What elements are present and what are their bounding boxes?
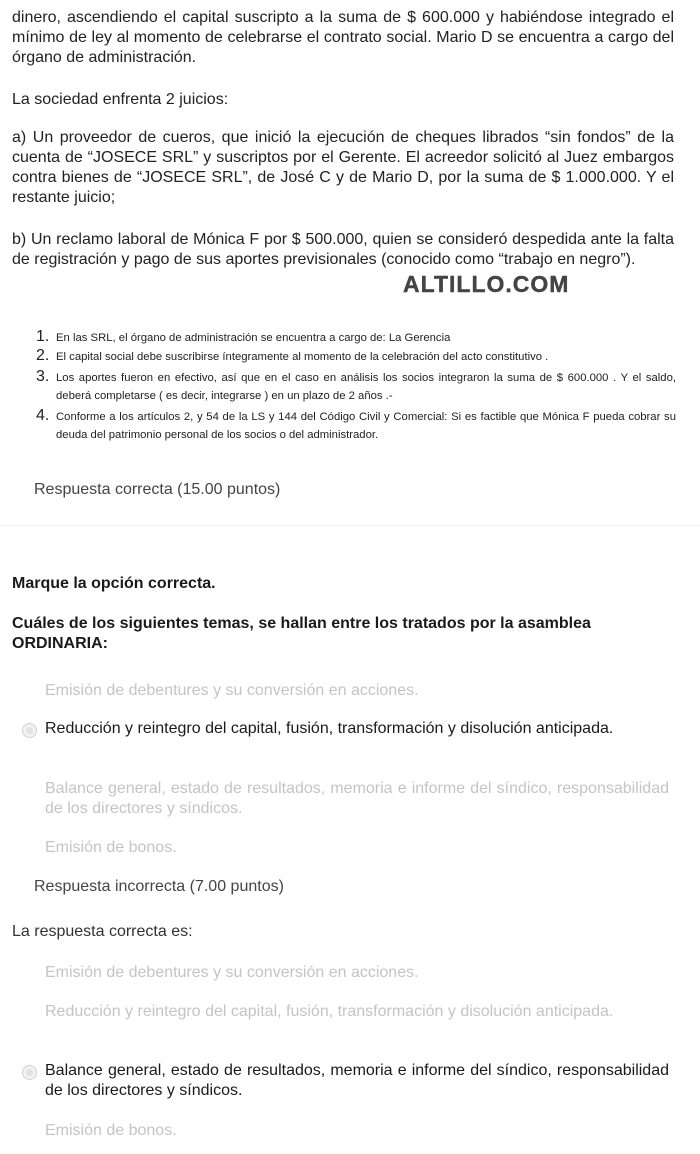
option-debentures[interactable]: Emisión de debentures y su conversión en acciones. bbox=[45, 682, 419, 699]
correct-answer-label: La respuesta correcta es: bbox=[12, 923, 193, 940]
case-paragraph-trial-a: a) Un proveedor de cueros, que inició la ejecución de cheques librados “sin fondos” de la cuenta de “JOSECE SRL” y suscriptos por el Gerente. El acreedor solicitó al Juez embargos contra bienes de “JOSECE SRL”, de José C y de Mario D, por la suma de $ 1.000.000. Y el restante juicio; bbox=[12, 129, 674, 206]
option-reduccion-selected[interactable]: Reducción y reintegro del capital, fusión, transformación y disolución anticipada. bbox=[45, 720, 614, 737]
list-item-text: En las SRL, el órgano de administración se encuentra a cargo de: La Gerencia bbox=[56, 332, 451, 344]
section-divider bbox=[0, 525, 700, 526]
radio-correct-icon bbox=[22, 1065, 37, 1080]
list-item-text: Los aportes fueron en efectivo, así que en el caso en análisis los socios integraron la suma de $ 600.000 . Y el saldo, deberá completarse ( es decir, integrarse ) en un plazo de 2 años .- bbox=[56, 372, 676, 402]
case-paragraph-capital: dinero, ascendiendo el capital suscripto a la suma de $ 600.000 y habiéndose integrado el mínimo de ley al momento de celebrarse el contrato social. Mario D se encuentra a cargo del órgano de administración. bbox=[12, 9, 674, 66]
list-item bbox=[36, 329, 676, 348]
question-instruction: Marque la opción correcta. bbox=[12, 575, 216, 592]
feedback-incorrect: Respuesta incorrecta (7.00 puntos) bbox=[34, 878, 284, 895]
list-item-number: 1. bbox=[36, 328, 50, 345]
case-paragraph-trial-b: b) Un reclamo laboral de Mónica F por $ 500.000, quien se consideró despedida ante la falta de registración y pago de sus aportes previsionales (conocido como “trabajo en negro”). bbox=[12, 231, 674, 268]
correct-option-reduccion: Reducción y reintegro del capital, fusión, transformación y disolución anticipada. bbox=[45, 1003, 614, 1020]
correct-option-balance: Balance general, estado de resultados, memoria e informe del síndico, responsabilidad de los directores y síndicos. bbox=[45, 1062, 669, 1099]
list-item bbox=[36, 408, 676, 444]
case-paragraph-trials-intro: La sociedad enfrenta 2 juicios: bbox=[12, 91, 229, 108]
option-balance[interactable]: Balance general, estado de resultados, memoria e informe del síndico, responsabilidad de los directores y síndicos. bbox=[45, 780, 669, 817]
question-prompt: Cuáles de los siguientes temas, se hallan entre los tratados por la asamblea ORDINARIA: bbox=[12, 615, 591, 652]
list-item bbox=[36, 348, 676, 369]
feedback-correct: Respuesta correcta (15.00 puntos) bbox=[34, 481, 281, 498]
radio-selected-icon[interactable] bbox=[22, 723, 37, 738]
answer-list bbox=[36, 329, 676, 444]
list-item-number: 2. bbox=[36, 347, 50, 364]
correct-option-bonos: Emisión de bonos. bbox=[45, 1122, 177, 1139]
list-item-text: Conforme a los artículos 2, y 54 de la LS y 144 del Código Civil y Comercial: Si es factible que Mónica F pueda cobrar su deuda del patrimonio personal de los socios o del administrador. bbox=[56, 411, 676, 441]
list-item-text: El capital social debe suscribirse íntegramente al momento de la celebración del acto constitutivo . bbox=[56, 351, 549, 363]
correct-option-debentures: Emisión de debentures y su conversión en acciones. bbox=[45, 964, 419, 981]
list-item-number: 4. bbox=[36, 407, 50, 424]
watermark: ALTILLO.COM bbox=[403, 271, 570, 297]
list-item-number: 3. bbox=[36, 368, 50, 385]
list-item bbox=[36, 369, 676, 408]
option-bonos[interactable]: Emisión de bonos. bbox=[45, 839, 177, 856]
